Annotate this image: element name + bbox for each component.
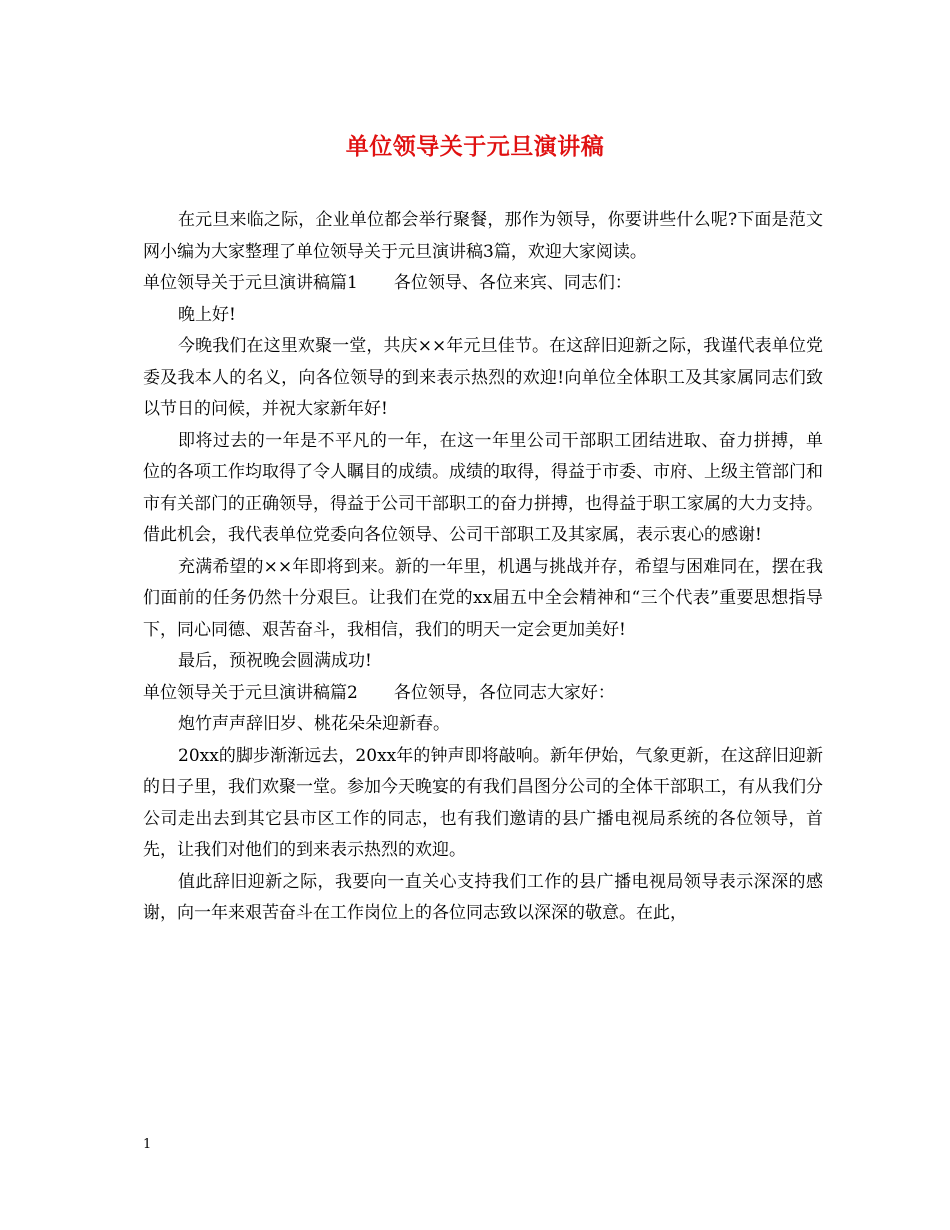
- document-body: [143, 205, 823, 930]
- paragraph-closing: 最后，预祝晚会圆满成功!: [178, 651, 372, 671]
- section-salutation: 各位领导、各位来宾、同志们：: [393, 273, 632, 293]
- document-title: 单位领导关于元旦演讲稿: [345, 133, 605, 160]
- paragraph-intro: 在元旦来临之际，企业单位都会举行聚餐，那作为领导，你要讲些什么呢?下面是范文网小编为大家整理了单位领导关于元旦演讲稿3篇，欢迎大家阅读。: [143, 210, 823, 262]
- paragraph-body: 20xx的脚步渐渐远去，20xx年的钟声即将敲响。新年伊始，气象更新，在这辞旧迎新的日子里，我们欢聚一堂。参加今天晚宴的有我们昌图分公司的全体干部职工，有从我们分公司走出去到其它县市区工作的同志，也有我们邀请的县广播电视局系统的各位领导，首先，让我们对他们的到来表示热烈的欢迎。: [143, 745, 823, 860]
- page-number: 1: [143, 1137, 152, 1152]
- paragraph-body: 即将过去的一年是不平凡的一年，在这一年里公司干部职工团结进取、奋力拼搏，单位的各项工作均取得了令人瞩目的成绩。成绩的取得，得益于市委、市府、上级主管部门和市有关部门的正确领导，得益于公司干部职工的奋力拼搏，也得益于职工家属的大力支持。借此机会，我代表单位党委向各位领导、公司干部职工及其家属，表示衷心的感谢!: [143, 430, 823, 545]
- section-heading-title: 单位领导关于元旦演讲稿篇1: [143, 273, 358, 293]
- paragraph-couplet: 炮竹声声辞旧岁、桃花朵朵迎新春。: [178, 714, 450, 734]
- section-heading-title: 单位领导关于元旦演讲稿篇2: [143, 682, 358, 703]
- section-heading-2: [143, 678, 823, 710]
- section-heading-1: [143, 268, 823, 300]
- paragraph-greeting: 晚上好!: [178, 304, 236, 325]
- section-salutation: 各位领导，各位同志大家好：: [393, 682, 615, 703]
- paragraph-body: 今晚我们在这里欢聚一堂，共庆××年元旦佳节。在这辞旧迎新之际，我谨代表单位党委及我本人的名义，向各位领导的到来表示热烈的欢迎!向单位全体职工及其家属同志们致以节日的问候，并祝大家新年好!: [143, 336, 823, 419]
- paragraph-body: 充满希望的××年即将到来。新的一年里，机遇与挑战并存，希望与困难同在，摆在我们面前的任务仍然十分艰巨。让我们在党的xx届五中全会精神和“三个代表”重要思想指导下，同心同德、艰苦奋斗，我相信，我们的明天一定会更加美好!: [143, 556, 823, 640]
- paragraph-body: 值此辞旧迎新之际，我要向一直关心支持我们工作的县广播电视局领导表示深深的感谢，向一年来艰苦奋斗在工作岗位上的各位同志致以深深的敬意。在此，: [143, 871, 823, 923]
